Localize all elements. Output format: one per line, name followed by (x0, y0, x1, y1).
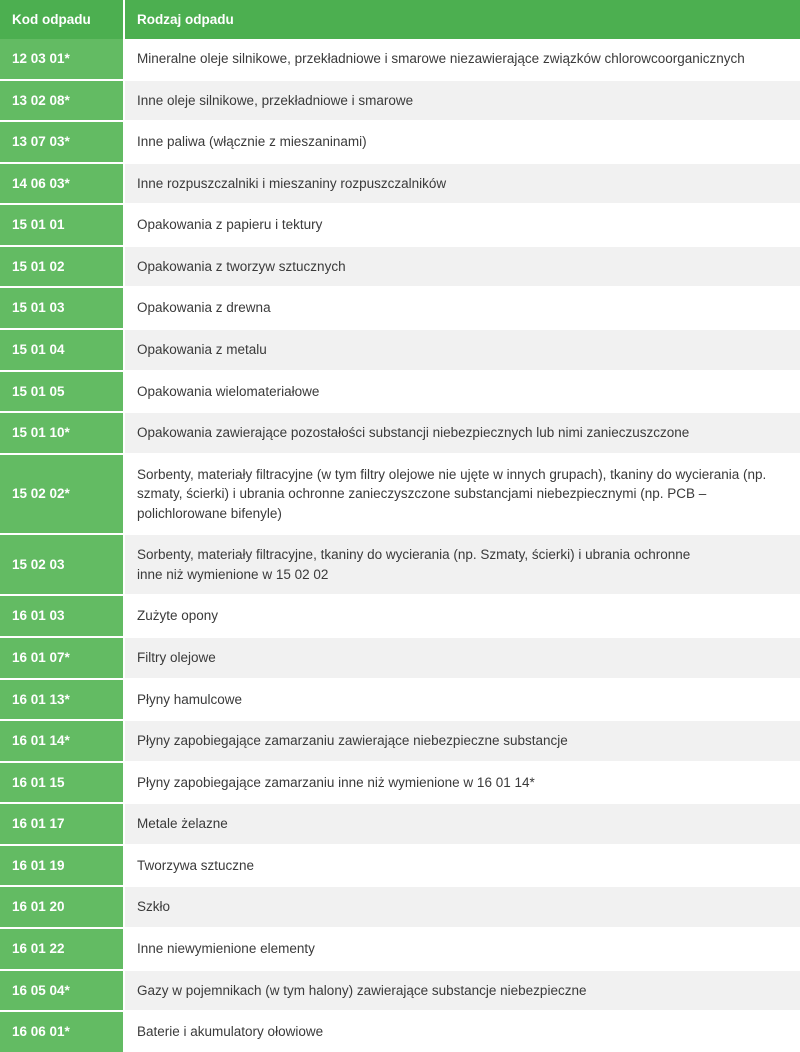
description-line: Płyny hamulcowe (137, 691, 243, 707)
table-row (0, 1011, 800, 1052)
cell-waste-description (124, 371, 800, 413)
cell-waste-code: 14 06 03* (0, 163, 124, 205)
description-line: Sorbenty, materiały filtracyjne, tkaniny do wycierania (np. Szmaty, ścierki) i ubrania ochronne (137, 547, 691, 563)
table-row (0, 287, 800, 329)
description-line: Tworzywa sztuczne (137, 857, 255, 873)
table-row (0, 886, 800, 928)
description-line: Mineralne oleje silnikowe, przekładniowe i smarowe niezawierające związków chlorowcoorganicznych (137, 51, 745, 66)
table-row (0, 412, 800, 454)
cell-waste-code: 15 01 01 (0, 204, 124, 246)
cell-waste-description (124, 845, 800, 887)
cell-waste-code: 16 01 19 (0, 845, 124, 887)
description-line: Opakowania wielomateriałowe (137, 383, 320, 399)
description-line: Filtry olejowe (137, 650, 216, 665)
description-line: Inne rozpuszczalniki i mieszaniny rozpuszczalników (137, 175, 447, 191)
description-line: Metale żelazne (137, 816, 228, 832)
cell-waste-description (124, 287, 800, 329)
description-line: inne niż wymienione w 15 02 02 (137, 566, 329, 582)
table-row (0, 803, 800, 845)
cell-waste-code: 12 03 01* (0, 39, 124, 80)
cell-waste-description (124, 762, 800, 804)
table-row (0, 80, 800, 122)
cell-waste-description (124, 204, 800, 246)
cell-waste-description (124, 928, 800, 970)
cell-waste-description (124, 534, 800, 595)
table-row (0, 39, 800, 80)
cell-waste-description (124, 679, 800, 721)
cell-waste-description (124, 720, 800, 762)
table-row (0, 928, 800, 970)
cell-waste-code: 15 01 03 (0, 287, 124, 329)
table-row (0, 371, 800, 413)
cell-waste-code: 15 01 10* (0, 412, 124, 454)
cell-waste-code: 15 01 05 (0, 371, 124, 413)
description-line: Płyny zapobiegające zamarzaniu inne niż wymienione w 16 01 14* (137, 774, 535, 790)
description-line: Gazy w pojemnikach (w tym halony) zawierające substancje niebezpieczne (137, 982, 587, 998)
description-line: Opakowania z metalu (137, 341, 267, 357)
table-row (0, 595, 800, 637)
cell-waste-description (124, 886, 800, 928)
table-row (0, 637, 800, 679)
table-header-row (0, 0, 800, 39)
table-row (0, 163, 800, 205)
table-row (0, 970, 800, 1012)
description-line: Zużyte opony (137, 608, 219, 624)
table-row (0, 329, 800, 371)
cell-waste-code: 16 01 22 (0, 928, 124, 970)
cell-waste-code: 16 01 07* (0, 637, 124, 679)
table-row (0, 679, 800, 721)
description-line: Płyny zapobiegające zamarzaniu zawierające niebezpieczne substancje (137, 733, 568, 749)
description-line: Inne niewymienione elementy (137, 940, 315, 956)
description-line: Sorbenty, materiały filtracyjne (w tym filtry olejowe nie ujęte w innych grupach), tkaniny do wycierania (np. szmaty, ścierki) i ubrania ochronne zanieczyszczone substancjami niebezpiecznymi (np. PCB – polichlorowane bifenyle) (137, 466, 767, 521)
cell-waste-code: 16 06 01* (0, 1011, 124, 1052)
description-line: Opakowania zawierające pozostałości substancji niebezpiecznych lub nimi zanieczuszczone (137, 425, 690, 441)
column-header-description: Rodzaj odpadu (124, 0, 800, 39)
description-line: Baterie i akumulatory ołowiowe (137, 1024, 324, 1040)
cell-waste-description (124, 803, 800, 845)
cell-waste-description (124, 163, 800, 205)
table-row (0, 246, 800, 288)
description-line: Opakowania z tworzyw sztucznych (137, 258, 346, 274)
cell-waste-description (124, 637, 800, 679)
cell-waste-code: 13 07 03* (0, 121, 124, 163)
description-line: Opakowania z papieru i tektury (137, 217, 323, 233)
description-line: Inne oleje silnikowe, przekładniowe i smarowe (137, 92, 414, 108)
cell-waste-code: 16 01 13* (0, 679, 124, 721)
cell-waste-description (124, 246, 800, 288)
table-header (0, 0, 800, 39)
cell-waste-description (124, 80, 800, 122)
cell-waste-code: 16 01 17 (0, 803, 124, 845)
cell-waste-description (124, 121, 800, 163)
cell-waste-description (124, 454, 800, 535)
cell-waste-description (124, 595, 800, 637)
description-line: Inne paliwa (włącznie z mieszaninami) (137, 134, 367, 150)
table-body (0, 39, 800, 1052)
cell-waste-code: 15 01 02 (0, 246, 124, 288)
table-row (0, 534, 800, 595)
description-line: Szkło (137, 899, 171, 915)
cell-waste-code: 16 01 15 (0, 762, 124, 804)
table-row (0, 121, 800, 163)
cell-waste-description (124, 39, 800, 80)
description-line: Opakowania z drewna (137, 300, 271, 316)
cell-waste-code: 16 05 04* (0, 970, 124, 1012)
cell-waste-code: 15 01 04 (0, 329, 124, 371)
table-row (0, 762, 800, 804)
cell-waste-description (124, 329, 800, 371)
cell-waste-description (124, 1011, 800, 1052)
table-row (0, 720, 800, 762)
cell-waste-code: 16 01 03 (0, 595, 124, 637)
cell-waste-code: 16 01 20 (0, 886, 124, 928)
table-row (0, 454, 800, 535)
table-row (0, 204, 800, 246)
cell-waste-description (124, 970, 800, 1012)
cell-waste-description (124, 412, 800, 454)
cell-waste-code: 16 01 14* (0, 720, 124, 762)
table-row (0, 845, 800, 887)
cell-waste-code: 15 02 03 (0, 534, 124, 595)
column-header-code: Kod odpadu (0, 0, 124, 39)
cell-waste-code: 13 02 08* (0, 80, 124, 122)
cell-waste-code: 15 02 02* (0, 454, 124, 535)
